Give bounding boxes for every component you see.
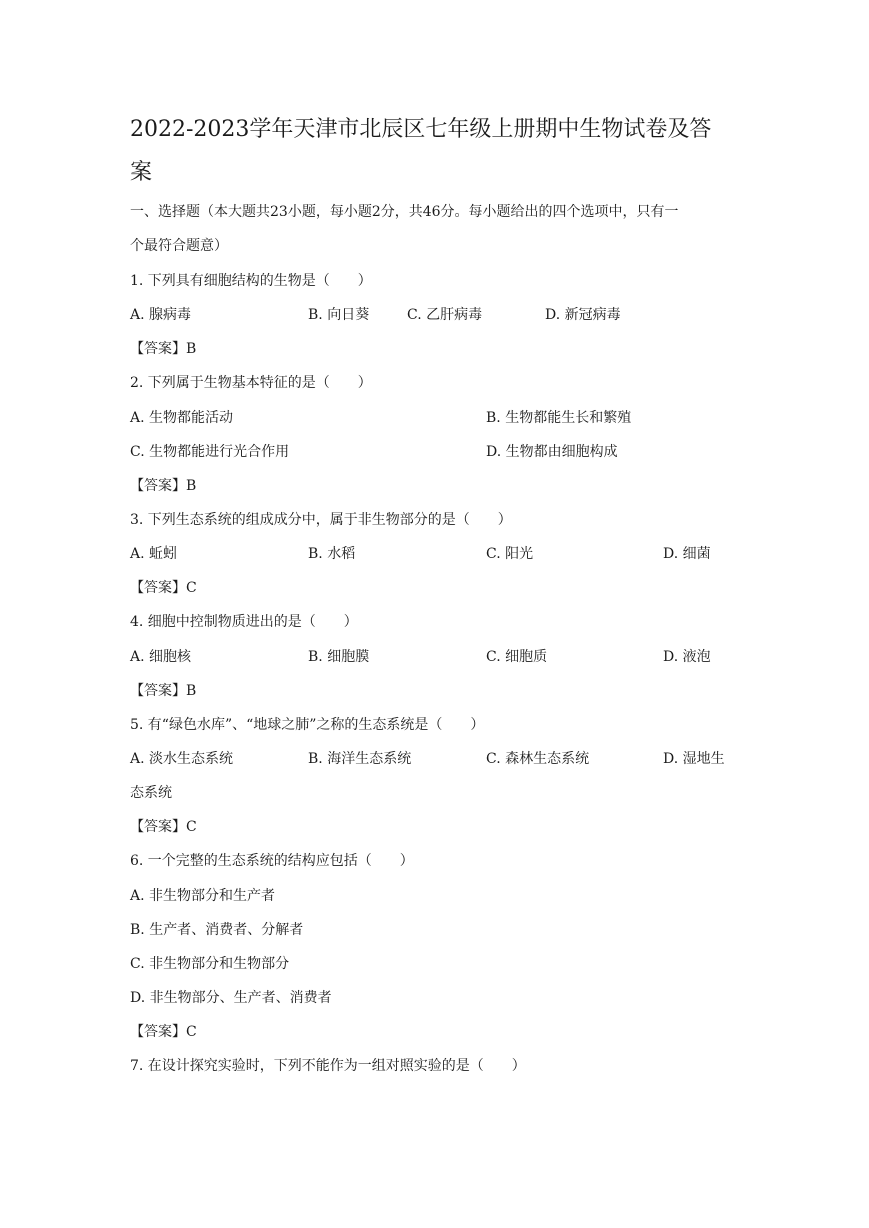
section-heading: 一、选择题（本大题共23小题，每小题2分，共46分。每小题给出的四个选项中，只有一 bbox=[130, 204, 679, 220]
question-1-option-d: D. 新冠病毒 bbox=[545, 307, 621, 323]
question-2-option-c: C. 生物都能进行光合作用 bbox=[130, 444, 290, 460]
question-1-stem: 1. 下列具有细胞结构的生物是（ ） bbox=[130, 273, 372, 289]
question-6-answer: 【答案】C bbox=[130, 1024, 197, 1040]
question-4-option-c: C. 细胞质 bbox=[486, 649, 548, 665]
question-6-stem: 6. 一个完整的生态系统的结构应包括（ ） bbox=[130, 853, 414, 869]
question-2-option-d: D. 生物都由细胞构成 bbox=[486, 444, 618, 460]
document-title-continued: 案 bbox=[130, 160, 153, 185]
question-3-stem: 3. 下列生态系统的组成成分中，属于非生物部分的是（ ） bbox=[130, 512, 512, 528]
question-5-stem: 5. 有“绿色水库”、“地球之肺”之称的生态系统是（ ） bbox=[130, 717, 485, 733]
question-4-stem: 4. 细胞中控制物质进出的是（ ） bbox=[130, 614, 358, 630]
question-3-answer: 【答案】C bbox=[130, 580, 197, 596]
question-1-option-a: A. 腺病毒 bbox=[130, 307, 192, 323]
question-1-option-b: B. 向日葵 bbox=[308, 307, 370, 323]
question-5-option-a: A. 淡水生态系统 bbox=[130, 751, 234, 767]
question-6-option-d: D. 非生物部分、生产者、消费者 bbox=[130, 990, 332, 1006]
question-4-option-d: D. 液泡 bbox=[663, 649, 711, 665]
question-5-option-d-continued: 态系统 bbox=[130, 785, 172, 801]
document-title: 2022-2023学年天津市北辰区七年级上册期中生物试卷及答 bbox=[130, 117, 712, 142]
question-4-answer: 【答案】B bbox=[130, 683, 197, 699]
question-5-option-c: C. 森林生态系统 bbox=[486, 751, 590, 767]
question-4-option-b: B. 细胞膜 bbox=[308, 649, 370, 665]
question-3-option-b: B. 水稻 bbox=[308, 546, 356, 562]
question-5-option-b: B. 海洋生态系统 bbox=[308, 751, 412, 767]
question-4-option-a: A. 细胞核 bbox=[130, 649, 192, 665]
question-3-option-a: A. 蚯蚓 bbox=[130, 546, 178, 562]
question-5-option-d: D. 湿地生 bbox=[663, 751, 725, 767]
question-5-answer: 【答案】C bbox=[130, 819, 197, 835]
question-1-option-c: C. 乙肝病毒 bbox=[407, 307, 483, 323]
section-heading-continued: 个最符合题意） bbox=[130, 238, 228, 254]
question-2-option-a: A. 生物都能活动 bbox=[130, 410, 234, 426]
question-2-stem: 2. 下列属于生物基本特征的是（ ） bbox=[130, 375, 372, 391]
question-6-option-a: A. 非生物部分和生产者 bbox=[130, 888, 276, 904]
question-2-answer: 【答案】B bbox=[130, 478, 197, 494]
question-1-answer: 【答案】B bbox=[130, 341, 197, 357]
question-6-option-b: B. 生产者、消费者、分解者 bbox=[130, 922, 304, 938]
question-6-option-c: C. 非生物部分和生物部分 bbox=[130, 956, 290, 972]
question-3-option-c: C. 阳光 bbox=[486, 546, 534, 562]
question-3-option-d: D. 细菌 bbox=[663, 546, 711, 562]
question-2-option-b: B. 生物都能生长和繁殖 bbox=[486, 410, 632, 426]
question-7-stem: 7. 在设计探究实验时，下列不能作为一组对照实验的是（ ） bbox=[130, 1058, 526, 1074]
